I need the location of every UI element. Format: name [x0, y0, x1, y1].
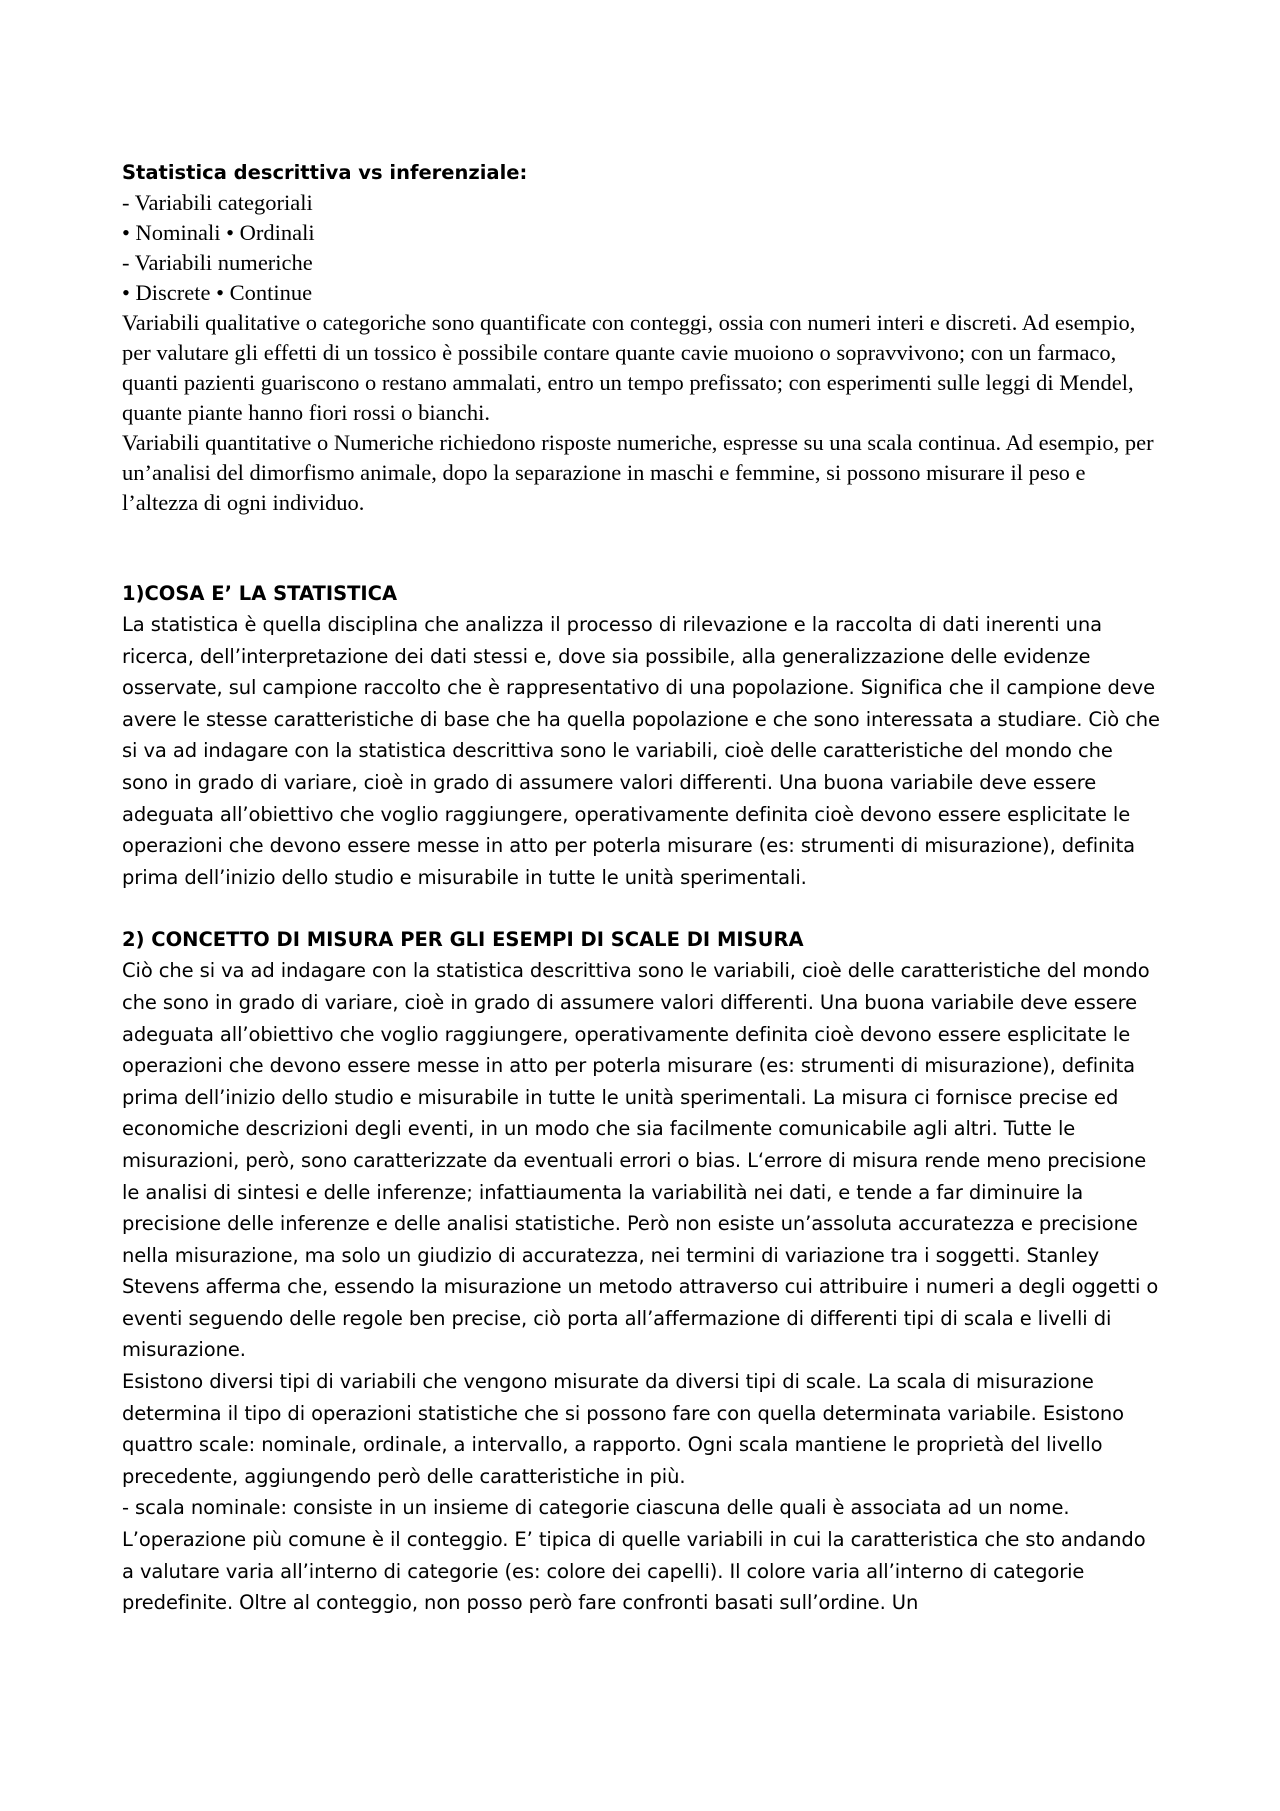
list-item-discrete-continuous: • Discrete • Continue: [122, 280, 313, 305]
intro-title: Statistica descrittiva vs inferenziale:: [122, 161, 528, 184]
list-item-nominal-ordinal: • Nominali • Ordinali: [122, 220, 315, 245]
list-item-numeric: - Variabili numeriche: [122, 250, 313, 275]
document-content: [122, 157, 1162, 1619]
section-1-title: 1)COSA E’ LA STATISTICA: [122, 582, 398, 605]
section-2-paragraph-measure: Ciò che si va ad indagare con la statistica descrittiva sono le variabili, cioè delle caratteristiche del mondo che sono in grado di variare, cioè in grado di assumere valori differenti. Una buona variabile deve essere adeguata all’obiettivo che voglio raggiungere, operativamente definita cioè devono essere esplicitate le operazioni che devono essere messe in atto per poterla misurare (es: strumenti di misurazione), definita prima dell’inizio dello studio e misurabile in tutte le unità sperimentali. La misura ci fornisce precise ed economiche descrizioni degli eventi, in un modo che sia facilmente comunicabile agli altri. Tutte le misurazioni, però, sono caratterizzate da eventuali errori o bias. L‘errore di misura rende meno precisione le analisi di sintesi e delle inferenze; infattiaumenta la variabilità nei dati, e tende a far diminuire la precisione delle inferenze e delle analisi statistiche. Però non esiste un’assoluta accuratezza e precisione nella misurazione, ma solo un giudizio di accuratezza, nei termini di variazione tra i soggetti. Stanley Stevens afferma che, essendo la misurazione un metodo attraverso cui attribuire i numeri a degli oggetti o eventi seguendo delle regole ben precise, ciò porta all’affermazione di differenti tipi di scala e livelli di misurazione.: [122, 959, 1159, 1362]
section-2-paragraph-nominal: - scala nominale: consiste in un insieme di categorie ciascuna delle quali è associata ad un nome. L’operazione più comune è il conteggio. E’ tipica di quelle variabili in cui la caratteristica che sto andando a valutare varia all’interno di categorie (es: colore dei capelli). Il colore varia all’interno di categorie predefinite. Oltre al conteggio, non posso però fare confronti basati sull’ordine. Un: [122, 1496, 1146, 1615]
list-item-categorical: - Variabili categoriali: [122, 190, 313, 215]
section-2-title: 2) CONCETTO DI MISURA PER GLI ESEMPI DI SCALE DI MISURA: [122, 928, 804, 952]
intro-paragraph-qualitative: Variabili qualitative o categoriche sono quantificate con conteggi, ossia con numeri interi e discreti. Ad esempio, per valutare gli effetti di un tossico è possibile contare quante cavie muoiono o sopravvivono; con un farmaco, quanti pazienti guariscono o restano ammalati, entro un tempo prefissato; con esperimenti sulle leggi di Mendel, quante piante hanno fiori rossi o bianchi.: [122, 310, 1136, 425]
section-1-body: La statistica è quella disciplina che analizza il processo di rilevazione e la raccolta di dati inerenti una ricerca, dell’interpretazione dei dati stessi e, dove sia possibile, alla generalizzazione delle evidenze osservate, sul campione raccolto che è rappresentativo di una popolazione. Significa che il campione deve avere le stesse caratteristiche di base che ha quella popolazione e che sono interessata a studiare. Ciò che si va ad indagare con la statistica descrittiva sono le variabili, cioè delle caratteristiche del mondo che sono in grado di variare, cioè in grado di assumere valori differenti. Una buona variabile deve essere adeguata all’obiettivo che voglio raggiungere, operativamente definita cioè devono essere esplicitate le operazioni che devono essere messe in atto per poterla misurare (es: strumenti di misurazione), definita prima dell’inizio dello studio e misurabile in tutte le unità sperimentali.: [122, 613, 1160, 889]
intro-paragraph-quantitative: Variabili quantitative o Numeriche richiedono risposte numeriche, espresse su una scala continua. Ad esempio, per un’analisi del dimorfismo animale, dopo la separazione in maschi e femmine, si possono misurare il peso e l’altezza di ogni individuo.: [122, 430, 1154, 515]
section-2-paragraph-scales: Esistono diversi tipi di variabili che vengono misurate da diversi tipi di scale. La scala di misurazione determina il tipo di operazioni statistiche che si possono fare con quella determinata variabile. Esistono quattro scale: nominale, ordinale, a intervallo, a rapporto. Ogni scala mantiene le proprietà del livello precedente, aggiungendo però delle caratteristiche in più.: [122, 1370, 1124, 1488]
spacer: [122, 518, 1162, 578]
spacer: [122, 893, 1162, 924]
